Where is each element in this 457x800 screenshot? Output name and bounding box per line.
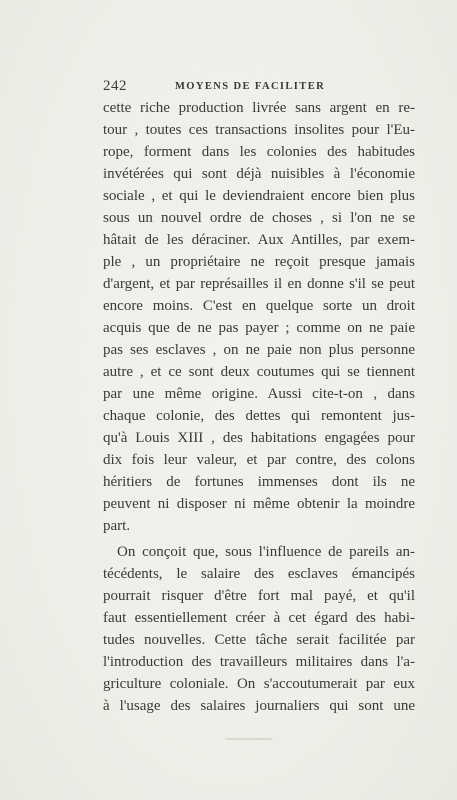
paragraph-1 <box>103 97 415 537</box>
text-line: qu'à Louis XIII , des habitations engagées pour <box>103 430 415 446</box>
text-line: tudes nouvelles. Cette tâche serait facilitée par <box>103 632 415 648</box>
text-line: par une même origine. Aussi cite-t-on , dans <box>103 386 415 402</box>
text-line: sous un nouvel ordre de choses , si l'on ne se <box>103 210 415 226</box>
text-line: invétérées qui sont déjà nuisibles à l'économie <box>103 166 415 182</box>
text-line: pourrait risquer d'être fort mal payé, et qu'il <box>103 588 415 604</box>
running-head <box>103 78 415 94</box>
text-line: à l'usage des salaires journaliers qui sont une <box>103 698 415 714</box>
text-line: pas ses esclaves , on ne paie non plus personne <box>103 342 415 358</box>
text-line: sociale , et qui le deviendraient encore bien plus <box>103 188 415 204</box>
text-line: faut essentiellement créer à cet égard des habi- <box>103 610 415 626</box>
body-text <box>103 97 415 717</box>
page-number: 242 <box>103 78 127 94</box>
text-line: cette riche production livrée sans argent en re- <box>103 100 415 116</box>
text-line: tour , toutes ces transactions insolites pour l'Eu- <box>103 122 415 138</box>
paper-mark <box>225 738 273 740</box>
paragraph-2 <box>103 541 415 717</box>
text-line: hâtait de les déraciner. Aux Antilles, par exem- <box>103 232 415 248</box>
text-line: dix fois leur valeur, et par contre, des colons <box>103 452 415 468</box>
text-line: técédents, le salaire des esclaves émancipés <box>103 566 415 582</box>
text-line: l'introduction des travailleurs militaires dans l'a- <box>103 654 415 670</box>
text-line: héritiers de fortunes immenses dont ils ne <box>103 474 415 490</box>
text-line: peuvent ni disposer ni même obtenir la moindre <box>103 496 415 512</box>
text-line: d'argent, et par représailles il en donne s'il se peut <box>103 276 415 292</box>
text-line: griculture coloniale. On s'accoutumerait par eux <box>103 676 415 692</box>
running-title: MOYENS DE FACILITER <box>175 81 326 92</box>
text-line: ple , un propriétaire ne reçoit presque jamais <box>103 254 415 270</box>
text-line: autre , et ce sont deux coutumes qui se tiennent <box>103 364 415 380</box>
text-line: acquis que de ne pas payer ; comme on ne paie <box>103 320 415 336</box>
text-line: On conçoit que, sous l'influence de pareils an- <box>117 544 415 560</box>
text-line: rope, forment dans les colonies des habitudes <box>103 144 415 160</box>
text-line: encore moins. C'est en quelque sorte un droit <box>103 298 415 314</box>
text-line: part. <box>103 518 131 534</box>
text-line: chaque colonie, des dettes qui remontent jus- <box>103 408 415 424</box>
